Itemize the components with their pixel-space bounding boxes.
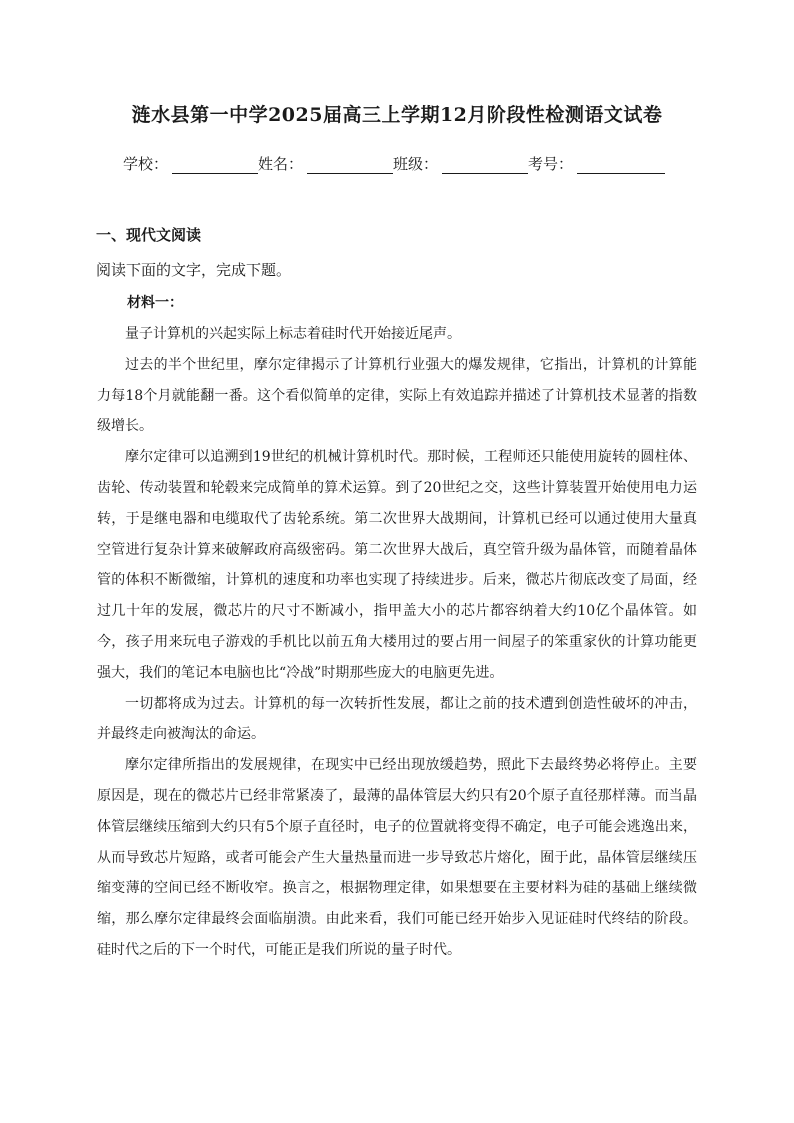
exam-number-label: 考号： [528, 155, 574, 173]
class-label: 班级： [393, 155, 439, 173]
school-blank [172, 157, 258, 174]
passage-paragraph: 一切都将成为过去。计算机的每一次转折性发展，都让之前的技术遭到创造性破坏的冲击，并最终走向被淘汰的命运。 [97, 695, 697, 743]
school-field [123, 153, 258, 174]
name-field [258, 153, 393, 174]
material-label: 材料一： [127, 295, 183, 311]
passage-paragraph: 量子计算机的兴起实际上标志着硅时代开始接近尾声。 [125, 326, 461, 342]
passage-paragraph: 摩尔定律可以追溯到19世纪的机械计算机时代。那时候，工程师还只能使用旋转的圆柱体、齿轮、传动装置和轮毂来完成简单的算术运算。到了20世纪之交，这些计算装置开始使用电力运转，于是继电器和电缆取代了齿轮系统。第二次世界大战期间，计算机已经可以通过使用大量真空管进行复杂计算来破解政府高级密码。第二次世界大战后，真空管升级为晶体管，而随着晶体管的体积不断微缩，计算机的速度和功率也实现了持续进步。后来，微芯片彻底改变了局面，经过几十年的发展，微芯片的尺寸不断减小，指甲盖大小的芯片都容纳着大约10亿个晶体管。如今，孩子用来玩电子游戏的手机比以前五角大楼用过的要占用一间屋子的笨重家伙的计算功能更强大，我们的笔记本电脑也比“冷战”时期那些庞大的电脑更先进。 [97, 449, 697, 681]
class-field [393, 153, 528, 174]
exam-number-blank [577, 157, 665, 174]
reading-passage [97, 319, 697, 966]
exam-number-field [528, 153, 665, 174]
passage-paragraph: 过去的半个世纪里，摩尔定律揭示了计算机行业强大的爆发规律，它指出，计算机的计算能力每18个月就能翻一番。这个看似简单的定律，实际上有效追踪并描述了计算机技术显著的指数级增长。 [97, 356, 697, 435]
school-label: 学校： [123, 155, 169, 173]
student-info-row [123, 153, 665, 174]
section-heading: 一、现代文阅读 [96, 226, 202, 244]
name-blank [307, 157, 393, 174]
reading-instruction: 阅读下面的文字，完成下题。 [96, 261, 292, 279]
passage-paragraph: 摩尔定律所指出的发展规律，在现实中已经出现放缓趋势，照此下去最终势必将停止。主要原因是，现在的微芯片已经非常紧凑了，最薄的晶体管层大约只有20个原子直径那样薄。而当晶体管层继续压缩到大约只有5个原子直径时，电子的位置就将变得不确定，电子可能会逃逸出来，从而导致芯片短路，或者可能会产生大量热量而进一步导致芯片熔化，囿于此，晶体管层继续压缩变薄的空间已经不断收窄。换言之，根据物理定律，如果想要在主要材料为硅的基础上继续微缩，那么摩尔定律最终会面临崩溃。由此来看，我们可能已经开始步入见证硅时代终结的阶段。硅时代之后的下一个时代，可能正是我们所说的量子时代。 [97, 757, 697, 958]
name-label: 姓名： [258, 155, 304, 173]
class-blank [442, 157, 528, 174]
exam-title: 涟水县第一中学2025届高三上学期12月阶段性检测语文试卷 [131, 104, 663, 126]
